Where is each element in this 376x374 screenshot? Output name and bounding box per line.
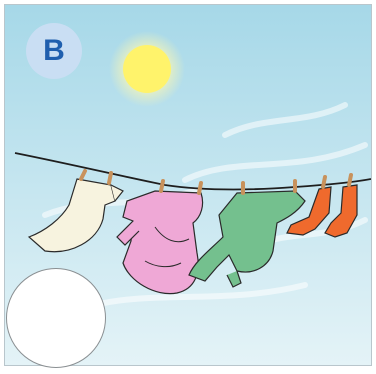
peg (349, 175, 351, 185)
peg (109, 173, 111, 183)
badge-letter: B (26, 23, 82, 79)
answer-circle[interactable] (6, 268, 106, 368)
sun-icon (123, 45, 171, 93)
peg (199, 183, 201, 193)
peg (161, 181, 163, 191)
peg (323, 177, 325, 187)
